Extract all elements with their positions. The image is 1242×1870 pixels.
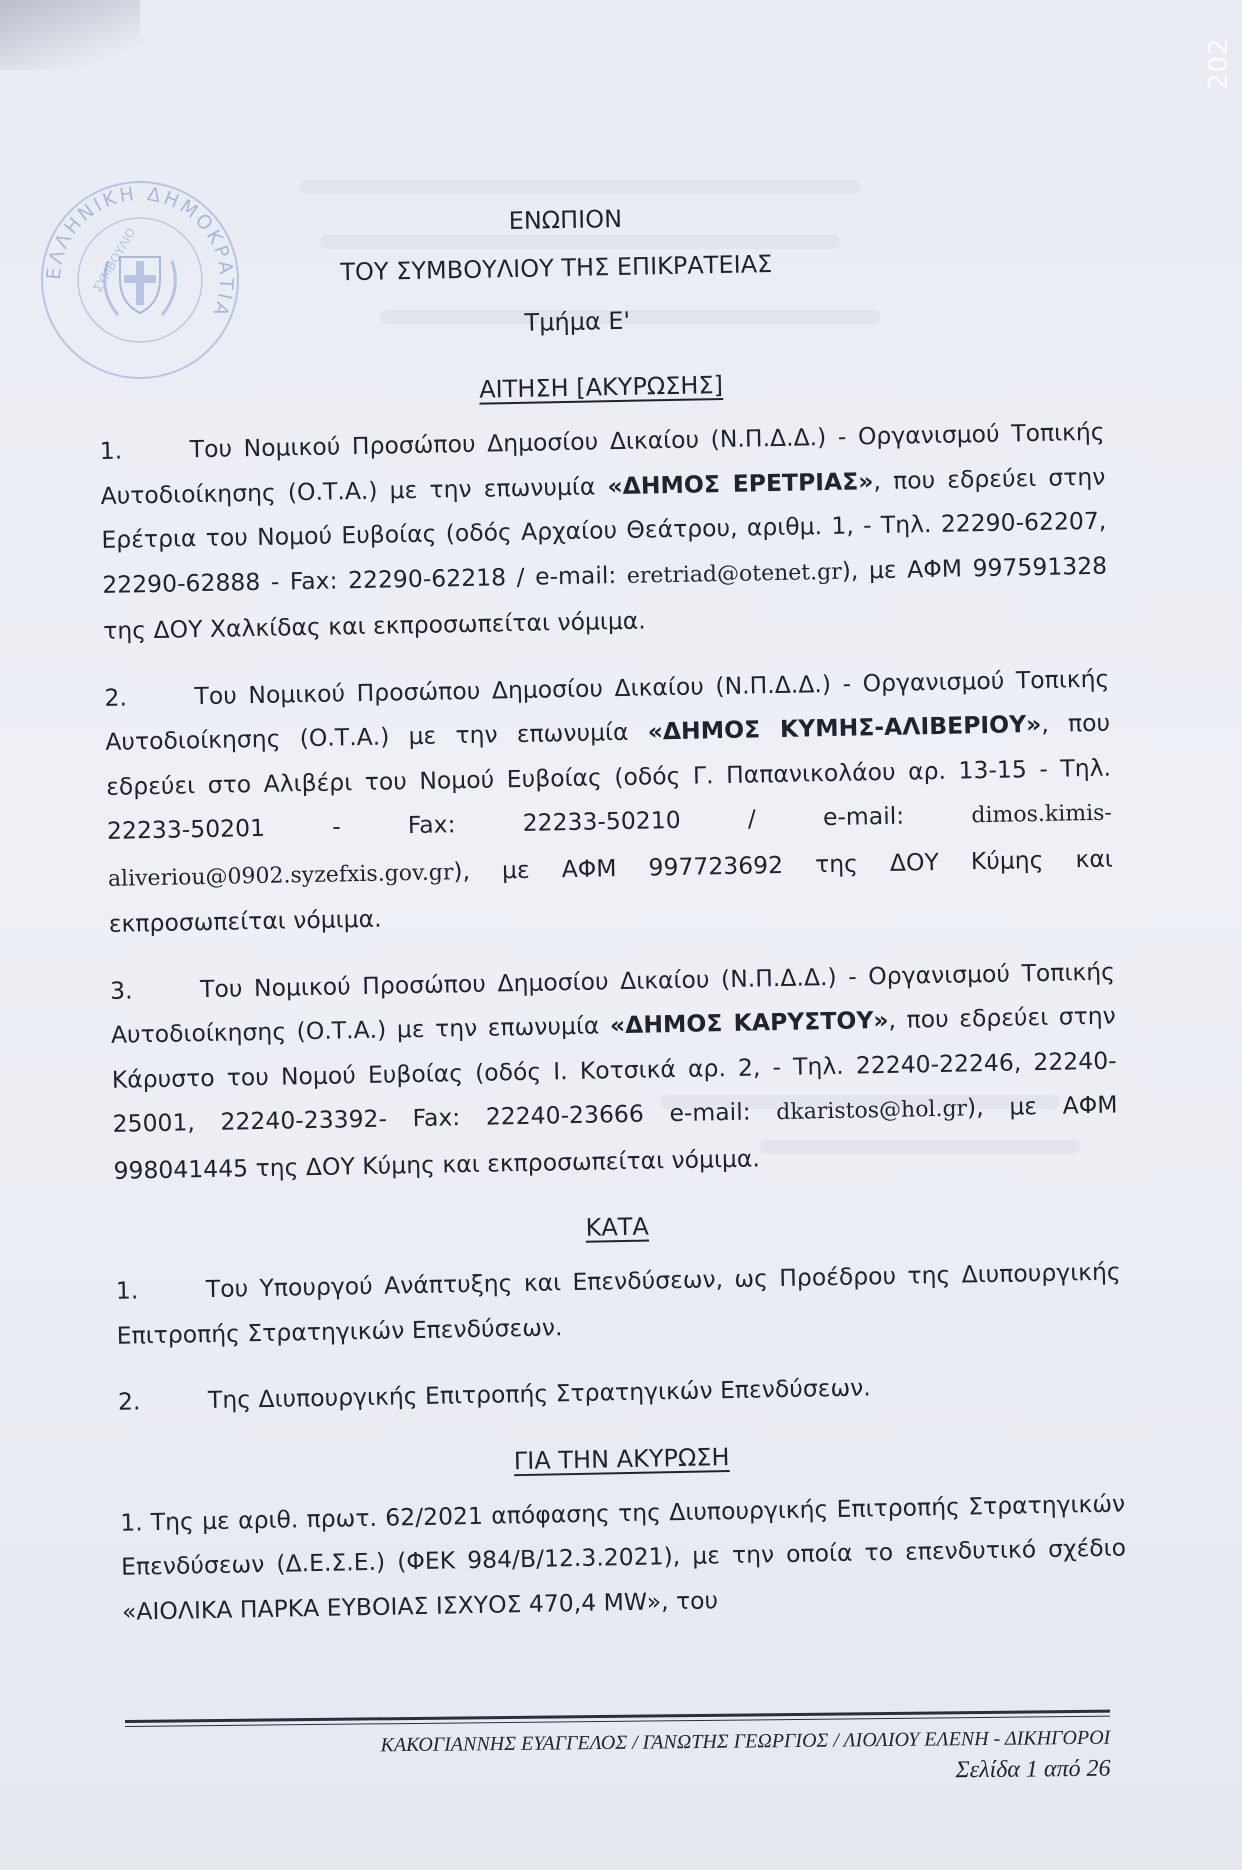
section-title-application: ΑΙΤΗΣΗ [ΑΚΥΡΩΣΗΣ] xyxy=(478,370,724,404)
party-1-email: eretriad@otenet.gr xyxy=(626,559,842,589)
header-before: ΕΝΩΠΙΟΝ xyxy=(508,204,623,236)
party-2-email: dimos.kimis-aliveriou@0902.syzefxis.gov.gr xyxy=(107,800,1113,892)
header-section: Τμήμα Ε' xyxy=(524,306,631,337)
annulment-item-1: 1. Της με αριθ. πρωτ. 62/2021 απόφασης της Διυπουργικής Επιτροπής Στρατηγικών Επενδύσεων (Δ.Ε.Σ.Ε.) (ΦΕΚ 984/Β/12.3.2021), με την οποία το επενδυτικό σχέδιο «ΑΙΟΛΙΚΑ ΠΑΡΚΑ ΕΥΒΟΙΑΣ ΙΣΧΥΟΣ 470,4 MW», του xyxy=(120,1488,1127,1626)
page-footer xyxy=(125,1710,1111,1795)
header-court: ΤΟΥ ΣΥΜΒΟΥΛΙΟΥ ΤΗΣ ΕΠΙΚΡΑΤΕΙΑΣ xyxy=(340,250,773,287)
document-body xyxy=(95,186,1128,1656)
party-1: 1. Του Νομικού Προσώπου Δημοσίου Δικαίου (Ν.Π.Δ.Δ.) - Οργανισμού Τοπικής Αυτοδιοίκησης (Ο.Τ.Α.) με την επωνυμία «ΔΗΜΟΣ ΕΡΕΤΡΙΑΣ», που εδρεύει στην Ερέτρια του Νομού Ευβοίας (οδός Αρχαίου Θεάτρου, αριθμ. 1, - Τηλ. 22290-62207, 22290-62888 - Fax: 22290-62218 / e-mail: eretriad@otenet.gr), με ΑΦΜ 997591328 της ΔΟΥ Χαλκίδας και εκπροσωπείται νόμιμα. xyxy=(99,417,1108,645)
party-3: 3. Του Νομικού Προσώπου Δημοσίου Δικαίου (Ν.Π.Δ.Δ.) - Οργανισμού Τοπικής Αυτοδιοίκησης (Ο.Τ.Α.) με την επωνυμία «ΔΗΜΟΣ ΚΑΡΥΣΤΟΥ», που εδρεύει στην Κάρυστο του Νομού Ευβοίας (οδός Ι. Κοτσικά αρ. 2, - Τηλ. 22240-22246, 22240-25001, 22240-23392- Fax: 22240-23666 e-mail: dkaristos@hol.gr), με ΑΦΜ 998041445 της ΔΟΥ Κύμης και εκπροσωπείται νόμιμα. xyxy=(109,957,1118,1185)
party-3-email: dkaristos@hol.gr xyxy=(776,1096,968,1126)
respondent-1: 1. Του Υπουργού Ανάπτυξης και Επενδύσεων, ως Προέδρου της Διυπουργικής Επιτροπής Στρατηγικών Επενδύσεων. xyxy=(115,1257,1121,1350)
year-watermark: 202 xyxy=(1204,37,1234,90)
respondent-2: 2. Της Διυπουργικής Επιτροπής Στρατηγικών Επενδύσεων. xyxy=(117,1373,871,1416)
footer-page-number: Σελίδα 1 από 26 xyxy=(955,1755,1111,1784)
section-title-annulment: ΓΙΑ ΤΗΝ ΑΚΥΡΩΣΗ xyxy=(513,1442,730,1475)
seal-inner-text: ΣΥΜΒΟΥΛΙΟ xyxy=(90,225,139,295)
court-header xyxy=(125,187,1028,360)
party-2: 2. Του Νομικού Προσώπου Δημοσίου Δικαίου (Ν.Π.Δ.Δ.) - Οργανισμού Τοπικής Αυτοδιοίκησης (Ο.Τ.Α.) με την επωνυμία «ΔΗΜΟΣ ΚΥΜΗΣ-ΑΛΙΒΕΡΙΟΥ», που εδρεύει στο Αλιβέρι του Νομού Ευβοίας (οδός Γ. Παπανικολάου αρ. 13-15 - Τηλ. 22233-50201 - Fax: 22233-50210 / e-mail: dimos.kimis-aliveriou@0902.syzefxis.gov.gr), με ΑΦΜ 997723692 της ΔΟΥ Κύμης και εκπροσωπείται νόμιμα. xyxy=(104,664,1113,938)
footer-lawyers: ΚΑΚΟΓΙΑΝΝΗΣ ΕΥΑΓΓΕΛΟΣ / ΓΑΝΩΤΗΣ ΓΕΩΡΓΙΟΣ / ΛΙΟΛΙΟΥ ΕΛΕΝΗ - ΔΙΚΗΓΟΡΟΙ xyxy=(380,1726,1111,1757)
page-corner-shadow xyxy=(0,0,140,70)
section-title-against: ΚΑΤΑ xyxy=(585,1212,650,1242)
seal-ring-text: ΕΛΛΗΝΙΚΗ ΔΗΜΟΚΡΑΤΙΑ xyxy=(42,182,238,322)
